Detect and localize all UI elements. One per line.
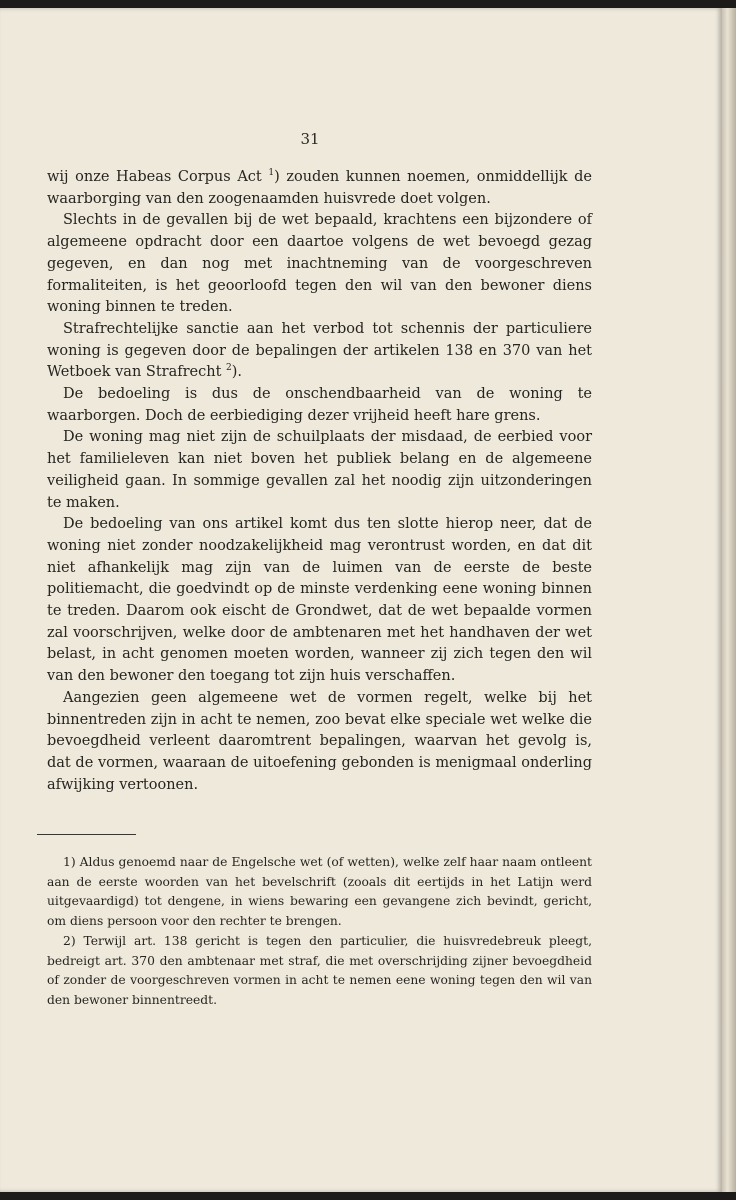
- paragraph: [47, 319, 592, 384]
- footnote-ref: 1: [268, 168, 275, 179]
- paragraph-text: zouden kunnen noemen, onmiddellijk de waarborging van den zoogenaamden huisvrede doet volgen.: [47, 169, 592, 207]
- footnotes: [47, 853, 592, 1011]
- page-number: 31: [300, 130, 320, 148]
- paragraph: De woning mag niet zijn de schuilplaats der misdaad, de eerbied voor het familieleven kan niet boven het publiek belang en de algemeene veiligheid gaan. In sommige gevallen zal het noodig zijn uitzonderingen te maken.: [47, 429, 592, 511]
- paragraph: Slechts in de gevallen bij de wet bepaald, krachtens een bijzondere of algemeene opdracht door een daartoe volgens de wet bevoegd gezag gegeven, en dan nog met inachtneming van de voorgeschreven formaliteiten, is het geoorloofd tegen den wil van den bewoner diens woning binnen te treden.: [47, 212, 592, 316]
- paragraph: Aangezien geen algemeene wet de vormen regelt, welke bij het binnentreden zijn in acht te nemen, zoo bevat elke speciale wet welke die bevoegdheid verleent daaromtrent bepalingen, waarvan het gevolg is, dat de vormen, waaraan de uitoefening gebonden is menigmaal onderling afwijking vertoonen.: [47, 689, 592, 793]
- paragraph-text: wij onze Habeas Corpus Act: [47, 169, 262, 185]
- footnote: 2) Terwijl art. 138 gericht is tegen den particulier, die huisvredebreuk pleegt, bedreigt art. 370 den ambtenaar met straf, die met overschrijding zijner bevoegdheid of zonder de voorgeschreven vormen in acht te nemen eene woning tegen den wil van den bewoner binnentreedt.: [47, 933, 592, 1007]
- book-page: [0, 8, 722, 1192]
- footnote: 1) Aldus genoemd naar de Engelsche wet (of wetten), welke zelf haar naam ontleent aan de eerste woorden van het bevelschrift (zooals dit eertijds in het Latijn werd uitgevaardigd) tot dengene, in wiens bewaring een gevangene zich bevindt, gericht, om diens persoon voor den rechter te brengen.: [47, 855, 592, 929]
- body-text: [47, 167, 592, 796]
- page-edge: [722, 8, 736, 1192]
- paragraph: De bedoeling is dus de onschendbaarheid van de woning te waarborgen. Doch de eerbiediging dezer vrijheid heeft hare grens.: [47, 386, 592, 424]
- footnote-ref: 2: [226, 363, 232, 374]
- footnote-divider: [37, 834, 136, 835]
- paragraph: wij onze Habeas Corpus Act $^1$) zouden kunnen noemen, onmiddellijk de waarborging van den zoogenaamden huisvrede doet volgen.: [47, 168, 592, 207]
- paragraph: De bedoeling van ons artikel komt dus ten slotte hierop neer, dat de woning niet zonder noodzakelijkheid mag verontrust worden, en dat dit niet afhankelijk mag zijn van de luimen van de eerste de beste politiemacht, die goedvindt op de minste verdenking eene woning binnen te treden. Daarom ook eischt de Grondwet, dat de wet bepaalde vormen zal voorschrijven, welke door de ambtenaren met het handhaven der wet belast, in acht genomen moeten worden, wanneer zij zich tegen den wil van den bewoner den toegang tot zijn huis verschaffen.: [47, 516, 592, 685]
- paragraph-text: Strafrechtelijke sanctie aan het verbod tot schennis der particuliere woning is gegeven door de bepalingen der artikelen 138 en 370 van het Wetboek van Strafrecht: [47, 320, 592, 381]
- paragraph-text: ).: [231, 364, 243, 381]
